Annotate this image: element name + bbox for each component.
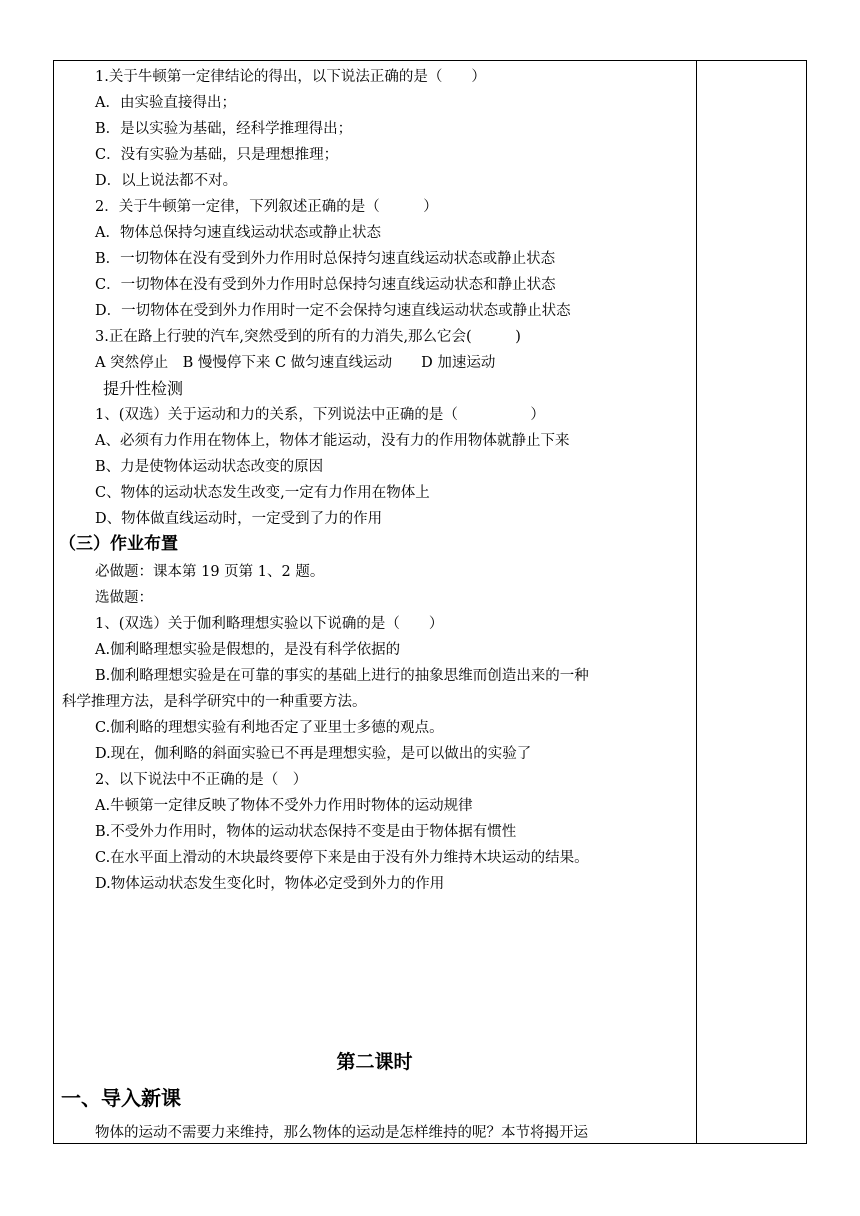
hw-q2-option-c: C.在水平面上滑动的木块最终要停下来是由于没有外力维持木块运动的结果。	[95, 850, 589, 866]
intro-paragraph: 物体的运动不需要力来维持，那么物体的运动是怎样维持的呢？本节将揭开运	[95, 1125, 588, 1141]
q1-option-d: D．以上说法都不对。	[95, 173, 238, 189]
column-divider	[696, 60, 697, 1144]
q2-option-a: A．物体总保持匀速直线运动状态或静止状态	[95, 225, 381, 241]
hw-q2-option-d: D.物体运动状态发生变化时，物体必定受到外力的作用	[95, 876, 445, 892]
lesson-title: 第二课时	[336, 1051, 413, 1073]
hw-q2-option-b: B.不受外力作用时，物体的运动状态保持不变是由于物体据有惯性	[95, 824, 517, 840]
q1-option-c: C．没有实验为基础，只是理想推理；	[95, 147, 339, 163]
ext-q1-stem: 1、(双选）关于运动和力的关系，下列说法中正确的是（ ）	[95, 407, 545, 423]
q1-option-b: B．是以实验为基础，经科学推理得出；	[95, 121, 353, 137]
ext-q1-option-d: D、物体做直线运动时，一定受到了力的作用	[95, 511, 383, 527]
hw-q1-option-a: A.伽利略理想实验是假想的，是没有科学依据的	[95, 642, 401, 658]
q2-option-b: B．一切物体在没有受到外力作用时总保持匀速直线运动状态或静止状态	[95, 251, 556, 267]
hw-q1-option-b-cont: 科学推理方法，是科学研究中的一种重要方法。	[62, 694, 367, 710]
ext-q1-option-a: A、必须有力作用在物体上，物体才能运动，没有力的作用物体就静止下来	[95, 433, 570, 449]
hw-q1-option-c: C.伽利略的理想实验有利地否定了亚里士多德的观点。	[95, 720, 444, 736]
hw-q1-option-b: B.伽利略理想实验是在可靠的事实的基础上进行的抽象思维而创造出来的一种	[95, 668, 589, 684]
hw-q1-option-d: D.现在，伽利略的斜面实验已不再是理想实验，是可以做出的实验了	[95, 746, 532, 762]
hw-q2-option-a: A.牛顿第一定律反映了物体不受外力作用时物体的运动规律	[95, 798, 473, 814]
q3-stem: 3.正在路上行驶的汽车,突然受到的所有的力消失,那么它会( )	[95, 329, 521, 345]
q2-option-c: C．一切物体在没有受到外力作用时总保持匀速直线运动状态和静止状态	[95, 277, 556, 293]
optional-homework-label: 选做题：	[95, 590, 153, 606]
q2-stem: 2．关于牛顿第一定律，下列叙述正确的是（ ）	[95, 199, 438, 215]
hw-q2-stem: 2、以下说法中不正确的是（ ）	[95, 772, 308, 788]
main-cell	[53, 60, 696, 1144]
subsection-heading: 提升性检测	[103, 379, 184, 398]
ext-q1-option-c: C、物体的运动状态发生改变,一定有力作用在物体上	[95, 485, 430, 501]
q3-options: A 突然停止 B 慢慢停下来 C 做匀速直线运动 D 加速运动	[95, 355, 496, 371]
part-heading: 一、导入新课	[61, 1086, 181, 1110]
q1-option-a: A．由实验直接得出；	[95, 95, 236, 111]
q2-option-d: D．一切物体在受到外力作用时一定不会保持匀速直线运动状态或静止状态	[95, 303, 571, 319]
hw-q1-stem: 1、(双选）关于伽利略理想实验以下说确的是（ ）	[95, 616, 444, 632]
ext-q1-option-b: B、力是使物体运动状态改变的原因	[95, 459, 324, 475]
required-homework: 必做题：课本第 19 页第 1、2 题。	[95, 564, 325, 580]
section-heading: （三）作业布置	[59, 534, 178, 554]
q1-stem: 1.关于牛顿第一定律结论的得出，以下说法正确的是（ ）	[95, 69, 486, 85]
